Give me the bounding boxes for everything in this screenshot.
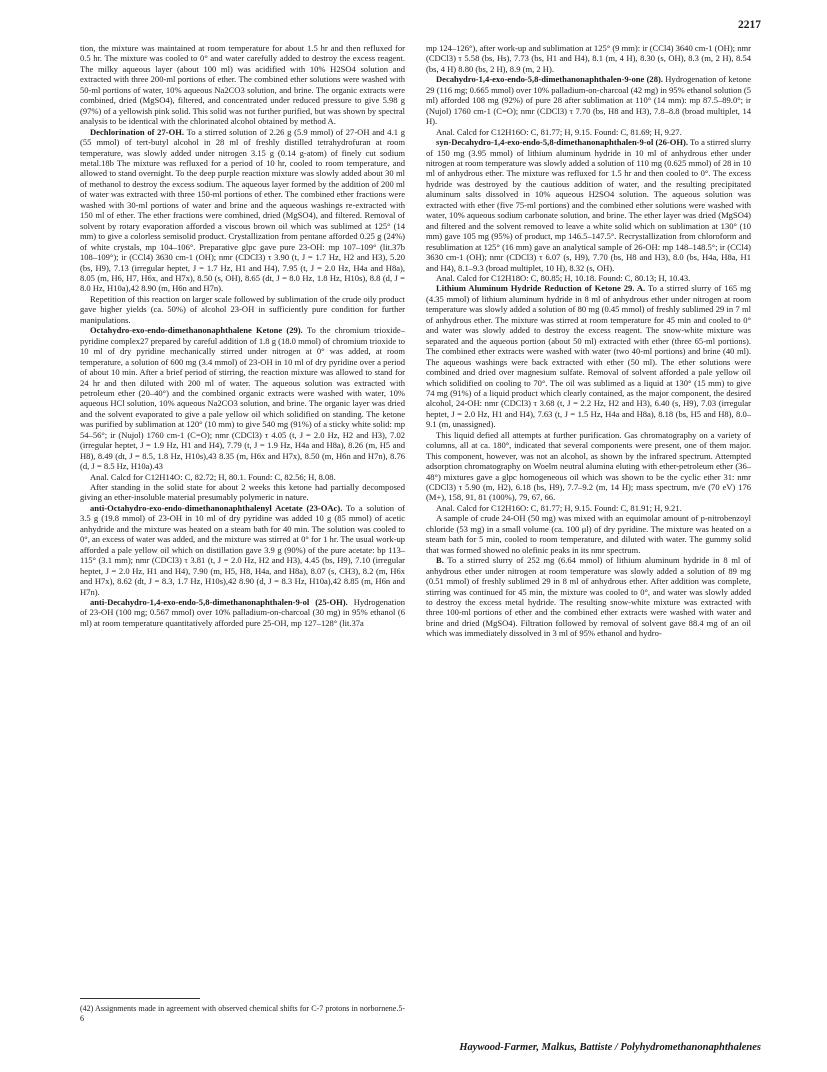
paragraph: Anal. Calcd for C12H14O: C, 82.72; H, 80.1. Found: C, 82.56; H, 8.08.: [90, 471, 336, 482]
paragraph: After standing in the solid state for about 2 weeks this ketone had partially decomposed giving an ether-insoluble material presumably polymeric in nature.: [80, 482, 405, 503]
paragraph: This liquid defied all attempts at further purification. Gas chromatography on a variety of columns, all at ca. 180°, indicated that several components were present, one of them major. This component, however, was not an alcohol, as shown by the infrared spectrum. Attempted adsorption chromatography on Woelm neutral alumina eluting with ether-petroleum ether (36–48°) mixtures gave a glpc homogeneous oil which was shown to be the cyclic ether 31: nmr (CDCl3) τ 5.90 (m, H2), 6.18 (bs, H9), 7.7–9.2 (m, 14 H); mass spectrum, m/e (70 eV) 176 (M+), 158, 91, 81 (100%), 79, 67, 66.: [426, 429, 751, 503]
paragraph-heading: B.: [436, 555, 444, 566]
paragraph: tion, the mixture was maintained at room temperature for about 1.5 hr and then refluxed for 0.5 hr. The mixture was cooled to 0° and water carefully added to destroy the excess reagent. The milky aqueous layer (about 100 ml) was acidified with 10% H2SO4 solution and extracted with three 200-ml portions of ether. The combined ether solutions were washed with 50-ml portions of water, 10% aqueous Na2CO3 solution, and brine. The organic extracts were combined, dried (MgSO4), filtered, and concentrated under reduced pressure to give 5.98 g (97%) of a yellowish pink solid. This solid was not further purified, but was shown by spectral analysis to be identical with the chlorinated alcohol obtained by method A.: [80, 43, 405, 127]
footnote: (42) Assignments made in agreement with observed chemical shifts for C-7 protons in norbornene.5-6: [80, 1004, 405, 1023]
paragraph: Octahydro-exo-endo-dimethanonaphthalene Ketone (29). To the chromium trioxide–pyridine complex27 prepared by careful addition of 1.8 g (18.0 mmol) of chromium trioxide to 10 ml of dry pyridine mechanically stirred under nitrogen at 0° was added, at room temperature, a solution of 600 mg (3.4 mmol) of 23-OH in 10 ml of dry pyridine over a period of about 10 min. After a brief period of stirring, the reaction mixture was allowed to stand for 24 hr and then diluted with 200 ml of water. The aqueous solution was extracted with petroleum ether (20–40°) and the combined organic extracts were washed with water, 10% aqueous HCl solution, 10% aqueous Na2CO3 solution, and brine. The organic layer was dried and the solvent evaporated to give a pale yellow oil which solidified on standing. The ketone was purified by sublimation at 120° (10 mm) to give 540 mg (91%) of a sticky white solid: mp 54–56°; ir (Nujol) 1760 cm-1 (C=O); nmr (CDCl3) τ 4.05 (t, J = 2.0 Hz, H2 and H3), 7.02 (irregular heptet, J = 1.9 Hz, H1 and H4), 7.79 (t, J = 1.9 Hz, H4a and H8a), 8.26 (m, H5 and H8), 8.49 (dt, J = 8.5, 1.8 Hz, H10s),43 8.35 (m, H6x and H7x), 8.50 (m, H6n and H7n), 8.76 (d, J = 8.5 Hz, H10a).43: [80, 325, 405, 472]
paragraph: Anal. Calcd for C12H18O: C, 80.85; H, 10.18. Found: C, 80.13; H, 10.43.: [436, 272, 691, 283]
paragraph: Anal. Calcd for C12H16O: C, 81.77; H, 9.15. Found: C, 81.91; H, 9.21.: [436, 502, 682, 513]
paragraph-heading: anti-Octahydro-exo-endo-dimethanonaphthalenyl Acetate (23-OAc).: [90, 502, 343, 513]
right-column: [426, 43, 751, 639]
paragraph: Anal. Calcd for C12H16O: C, 81.77; H, 9.15. Found: C, 81.69; H, 9.27.: [436, 126, 682, 137]
left-column: [80, 43, 405, 628]
paragraph: anti-Decahydro-1,4-exo-endo-5,8-dimethanonaphthalen-9-ol (25-OH). Hydrogenation of 23-OH (100 mg; 0.567 mmol) over 10% palladium-on-charcoal (30 mg) in 95% ethanol (6 ml) at room temperature quantitatively afforded pure 25-OH, mp 127–128° (lit.37a: [80, 597, 405, 628]
page-number: 2217: [738, 19, 761, 31]
paragraph-heading: Lithium Aluminum Hydride Reduction of Ketone 29. A.: [436, 283, 646, 294]
paragraph: anti-Octahydro-exo-endo-dimethanonaphthalenyl Acetate (23-OAc). To a solution of 3.5 g (19.8 mmol) of 23-OH in 10 ml of dry pyridine was added 10 g (85 mmol) of acetic anhydride and the mixture was heated on a steam bath for 40 min. The solution was cooled to 0°, an excess of water was added, and the mixture was stirred at 0° for 1 hr. The usual work-up afforded a pale yellow oil which on distillation gave 3.9 g (90%) of the pure acetate: bp 113–115° (3.1 mm); nmr (CDCl3) τ 3.81 (t, J = 2.0 Hz, H2 and H3), 4.45 (bs, H9), 7.10 (irregular heptet, J = 2.0 Hz, H1 and H4), 7.90 (m, H5, H8, H4a, and H8a), 8.07 (s, CH3), 8.2 (m, H6x and H7x), 8.62 (dt, J = 8.3, 1.7 Hz, H10s),42 8.90 (d, J = 8.3 Hz, H10a),42 8.85 (m, H6n and H7n).: [80, 502, 406, 597]
paragraph: mp 124–126°), after work-up and sublimation at 125° (9 mm): ir (CCl4) 3640 cm-1 (OH); nmr (CDCl3) τ 5.58 (bs, Hs), 7.73 (bs, H1 and H4), 8.1 (m, 4 H), 8.30 (s, OH), 8.3 (m, 2 H), 8.54 (bs, 4 H) 8.80 (bs, 2 H), 8.9 (m, 2 H).: [426, 43, 751, 74]
paragraph-heading: Decahydro-1,4-exo-endo-5,8-dimethanonaphthalen-9-one (28).: [436, 74, 663, 85]
paragraph-heading: anti-Decahydro-1,4-exo-endo-5,8-dimethanonaphthalen-9-ol (25-OH).: [90, 597, 348, 608]
footnote-divider: [80, 998, 200, 999]
paragraph: Repetition of this reaction on larger scale followed by sublimation of the crude oily product gave higher yields (ca. 50%) of alcohol 23-OH in sufficiently pure condition for further manipulations.: [80, 293, 405, 325]
paragraph: A sample of crude 24-OH (50 mg) was mixed with an equimolar amount of p-nitrobenzoyl chloride (53 mg) in a small volume (ca. 100 μl) of dry pyridine. The mixture was heated on a steam bath for 5 min, cooled to room temperature, and diluted with water. The gummy solid that was formed showed no olefinic peaks in its nmr spectrum.: [426, 513, 751, 555]
paragraph: Lithium Aluminum Hydride Reduction of Ketone 29. A. To a stirred slurry of 165 mg (4.35 mmol) of lithium aluminum hydride in 8 ml of anhydrous ether under nitrogen at room temperature was slowly added a solution of 80 mg (0.45 mmol) of freshly sublimed 29 in 7 ml of anhydrous ether. The mixture was stirred at room temperature for 45 min and cooled to 0° and water was slowly added to destroy the excess reagent. The snow-white mixture was separated and the aqueous portion (about 50 ml) extracted with ether (three 65-ml portions). The combined ether extracts were washed with water (two 40-ml portions) and brine (40 ml). The aqueous washings were back extracted with ether (50 ml). The ether solutions were combined and dried over magnesium sulfate. Removal of solvent afforded a pale yellow oil which solidified on cooling to 70°. The oil was sublimed as a liquid at 130° (15 mm) to give 74 mg (91%) of a liquid product which clearly contained, as the major component, the desired alcohol, 24-OH: nmr (CDCl3) τ 3.68 (t, J = 2.2 Hz, H2 and H3), 6.40 (s, H9), 7.03 (irregular heptet, J = 2.0 Hz, H1 and H4), 7.63 (t, J = 1.5 Hz, H4a and H8a), 8.18 (bs, H5 and H8), 8.0–9.1 (m, unassigned).: [426, 283, 751, 430]
running-footer: Haywood-Farmer, Malkus, Battiste / Polyhydromethanonaphthalenes: [459, 1042, 761, 1053]
paragraph-heading: Octahydro-exo-endo-dimethanonaphthalene Ketone (29).: [90, 325, 303, 336]
paragraph-heading: Dechlorination of 27-OH.: [90, 126, 185, 137]
paragraph-heading: syn-Decahydro-1,4-exo-endo-5,8-dimethanonaphthalen-9-ol (26-OH).: [436, 137, 689, 148]
paragraph: Dechlorination of 27-OH. To a stirred solution of 2.26 g (5.9 mmol) of 27-OH and 4.1 g (55 mmol) of tert-butyl alcohol in 28 ml of freshly distilled tetrahydrofuran at room temperature, was slowly added under nitrogen 3.15 g (0.14 g-atom) of finely cut sodium metal.18b The mixture was refluxed for a period of 10 hr, cooled to room temperature, and allowed to stand overnight. To the deep purple reaction mixture was slowly added about 30 ml of methanol to destroy the excess sodium. The aqueous layer formed by the addition of 200 ml of water was extracted with three 150-ml portions of ether. The combined ether fractions were washed with 30-ml portions of water and brine and the aqueous washings re-extracted with 150 ml of ether. The ether fractions were combined, dried (MgSO4), and filtered. Removal of solvent by rotary evaporation afforded a viscous brown oil which was sublimed at 125° (14 mm) to give a colorless semisolid product. Crystallization from pentane afforded 0.25 g (24%) of white crystals, mp 104–106°. Preparative glpc gave pure 23-OH: mp 107–109° (lit.37b 108–109°); ir (CCl4) 3630 cm-1 (OH); nmr (CDCl3) τ 3.90 (t, J = 1.7 Hz, H2 and H3), 5.20 (bs, H9), 7.13 (irregular heptet, J = 1.7 Hz, H1 and H4), 7.95 (t, J = 2.0 Hz, H4a and H8a), 8.05 (m, H6, H7, H6x, and H7x), 8.50 (s, OH), 8.65 (dt, J = 8.0 Hz, 1.8 Hz, H10s), 8.8 (d, J = 8.0 Hz, H10a),42 8.90 (m, H6n and H7n).: [80, 126, 405, 294]
paragraph: B. To a stirred slurry of 252 mg (6.64 mmol) of lithium aluminum hydride in 8 ml of anhydrous ether under nitrogen at room temperature was slowly added a solution of 89 mg (0.51 mmol) of freshly sublimed 29 in 8 ml of anhydrous ether. After addition was complete, stirring was continued for 45 min, the mixture was cooled to 0°, and water was slowly added to destroy the excess metal hydride. The resulting snow-white mixture was extracted with three 100-ml portions of ether and the combined ether extracts were washed with water and brine and dried (MgSO4). Filtration followed by removal of solvent gave 88.4 mg of an oil which was immediately dissolved in 3 ml of 95% ethanol and hydro-: [426, 555, 751, 639]
paragraph: syn-Decahydro-1,4-exo-endo-5,8-dimethanonaphthalen-9-ol (26-OH). To a stirred slurry of 150 mg (3.95 mmol) of lithium aluminum hydride in 10 ml of anhydrous ether under nitrogen at room temperature was slowly added a solution of 110 mg (0.625 mmol) of 28 in 10 ml of anhydrous ether. The mixture was refluxed for 1.5 hr and then cooled to 0°. The excess hydride was destroyed by the cautious addition of water, and the resulting precipitated aluminum salts dissolved in 10% aqueous H2SO4 solution. The aqueous solution was extracted with ether (five 75-ml portions) and the combined ether solutions were washed with water, 10% aqueous sodium carbonate solution, and brine. The ether layer was dried (MgSO4) and filtered and the solvent removed to leave a white solid which on sublimation at 130° (10 mm) gave 105 mg (95%) of product, mp 146.5–147.5°. Recrystallization from chloroform and resublimation at 125° (16 mm) gave an analytical sample of 26-OH: mp 148–148.5°; ir (CCl4) 3630 cm-1 (OH); nmr (CDCl3) τ 6.07 (s, H9), 7.70 (bs, H8 and H3), 8.0 (bs, H4a, H8a, H1 and H4), 8.1–9.3 (broad multiplet, 10 H), 8.32 (s, OH).: [426, 137, 751, 273]
paragraph: Decahydro-1,4-exo-endo-5,8-dimethanonaphthalen-9-one (28). Hydrogenation of ketone 29 (116 mg; 0.665 mmol) over 10% palladium-on-charcoal (42 mg) in 95% ethanol solution (5 ml) afforded 108 mg (92%) of pure 28 after sublimation at 110° (14 mm): mp 87.5–89.0°; ir (Nujol) 1760 cm-1 (C=O); nmr (CDCl3) τ 7.70 (bs, H8 and H3), 7.8–8.8 (broad multiplet, 14 H).: [426, 74, 751, 127]
